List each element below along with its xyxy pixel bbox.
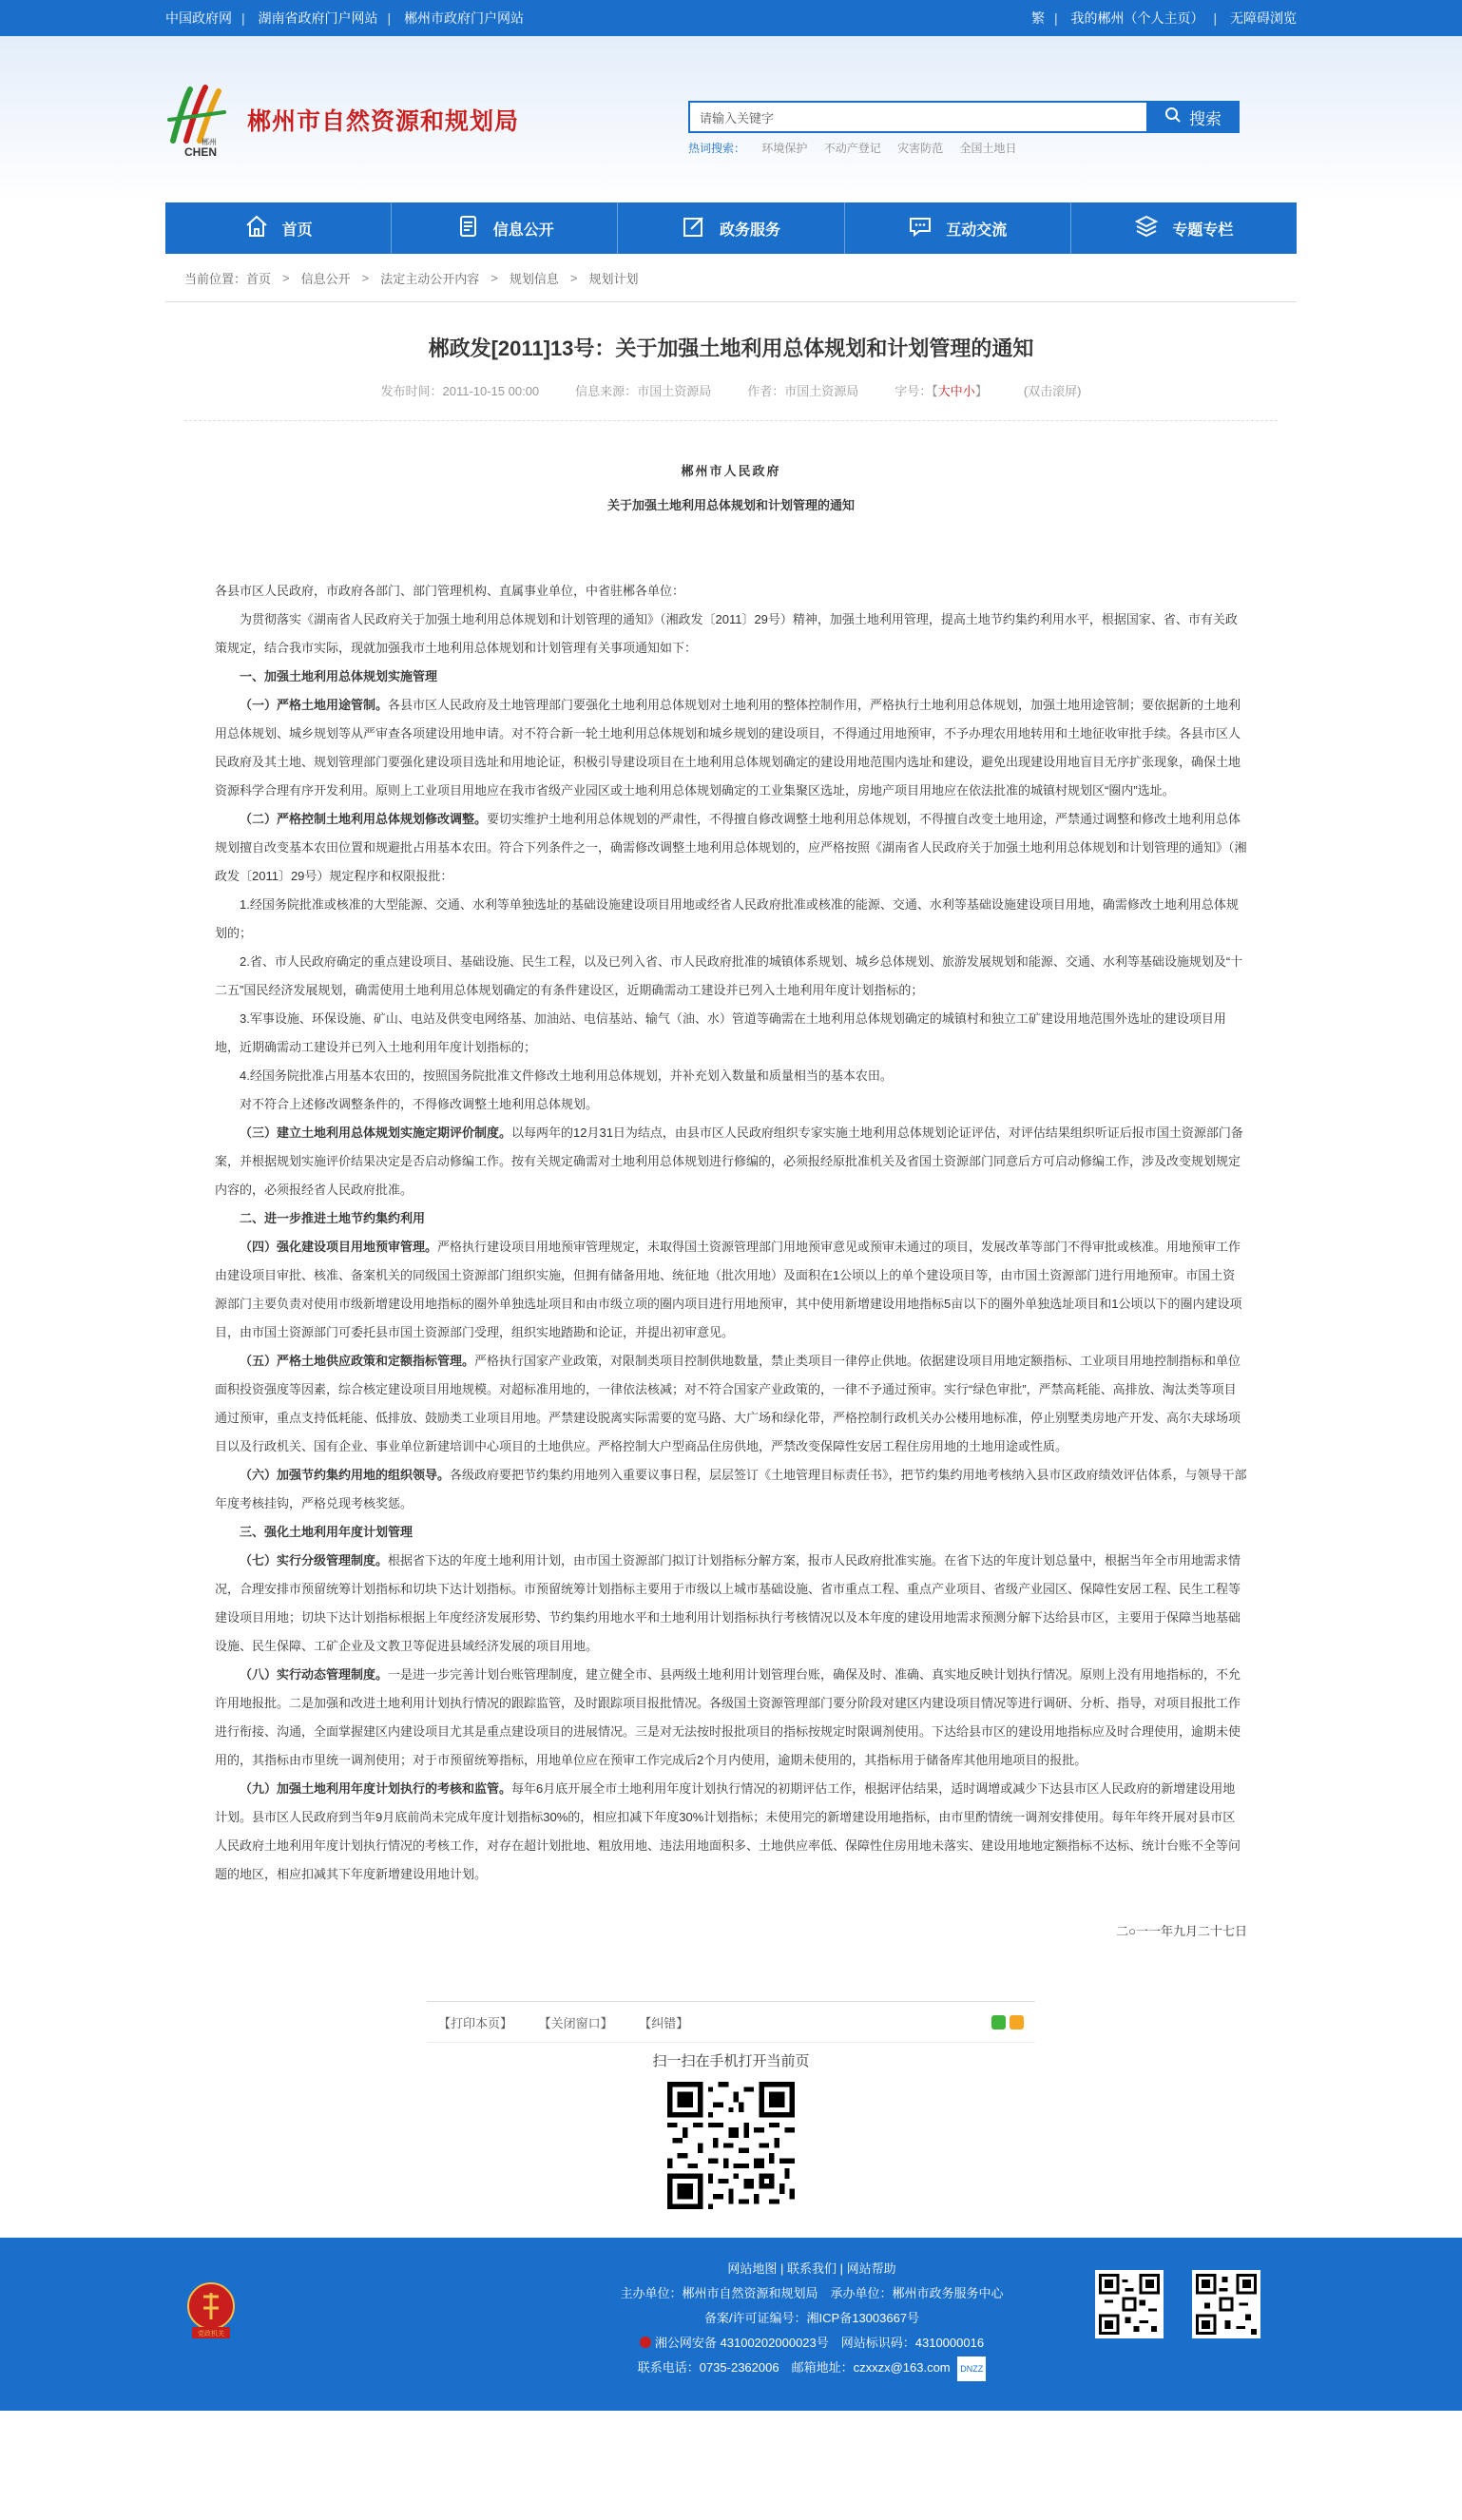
share-buttons [991,2015,1024,2029]
nav-special[interactable] [1071,202,1297,254]
nav-special-label: 专题专栏 [1172,221,1234,239]
paragraph: 1.经国务院批准或核准的大型能源、交通、水利等单独选址的基础设施建设项目用地或经省人民政府批准或核准的能源、交通、水利等基础设施建设项目用地，确需修改土地利用总体规划的； [215,897,1239,940]
nav-home-label: 首页 [281,221,313,239]
breadcrumb-item[interactable]: 规划信息 [509,271,559,286]
paragraph: （一）严格土地用途管制。各县市区人民政府及土地管理部门要强化土地利用总体规划对土地利用的整体控制作用，严格执行土地利用总体规划，加强土地用途管制；要依据新的土地利用总体规划、城乡规划等从严审查各项建设用地申请。对不符合新一轮土地利用总体规划和城乡规划的建设项目，不得通过用地预审，不予办理农用地转用和土地征收审批手续。各县市区人民政府及其土地、规划管理部门要强化建设项目选址和用地论证，积极引导建设项目在土地利用总体规划确定的建设用地范围内选址和建设，避免出现建设用地盲目无序扩张现象，确保土地资源科学合理有序开发利用。原则上工业项目用地应在我市省级产业园区或土地利用总体规划确定的工业集聚区选址，房地产项目用地应在依法批准的城镇村规划区“圈内”选址。 [215,698,1241,798]
chat-icon [908,214,933,243]
hot-words-label: 热词搜索： [688,142,746,155]
nav-info-public[interactable] [392,202,618,254]
document-icon [455,214,480,243]
link-my-chenzhou[interactable]: 我的郴州（个人主页） [1070,10,1204,26]
close-window-button[interactable]: 【关闭窗口】 [538,2015,613,2030]
weibo-qr-code-icon [1192,2270,1260,2338]
footer-links[interactable]: 网站地图 | 联系我们 | 网站帮助 [727,2261,896,2276]
link-traditional[interactable]: 繁 [1030,10,1045,26]
logo-sub-text: CHEN [184,145,218,158]
home-icon [244,214,269,243]
site-title: 郴州市自然资源和规划局 [247,107,520,135]
breadcrumb-label: 当前位置： [184,271,247,286]
paragraph: 为贯彻落实《湖南省人民政府关于加强土地利用总体规划和计划管理的通知》（湘政发〔2011〕29号）精神，加强土地利用管理，提高土地节约集约利用水平，根据国家、省、市有关政策规定，结合我市实际，现就加强我市土地利用总体规划和计划管理有关事项通知如下： [215,612,1238,655]
article-body [165,457,1297,1946]
issue-date: 二○一一年九月二十七日 [1116,1924,1247,1938]
logo-small-text: 郴州 [202,138,217,146]
nav-home[interactable] [165,202,392,254]
article-title: 郴政发[2011]13号：关于加强土地利用总体规划和计划管理的通知 [428,337,1034,360]
breadcrumb-item[interactable]: 法定主动公开内容 [380,271,480,286]
font-size-big[interactable]: 大 [937,384,951,398]
main-nav [165,202,1297,254]
bottom-strip [0,2411,1462,2428]
nav-gov-service-label: 政务服务 [720,221,781,239]
hot-word[interactable]: 环境保护 [761,142,808,155]
link-gov-cn[interactable]: 中国政府网 [165,10,232,26]
section-heading: 一、加强土地利用总体规划实施管理 [240,669,438,683]
qr-section [165,2050,1297,2209]
print-button[interactable]: 【打印本页】 [438,2015,513,2030]
search-button[interactable] [1146,101,1240,133]
top-bar [0,0,1462,36]
site-logo[interactable] [165,82,519,158]
font-size-controls: 字号：【大中小】 [895,384,988,398]
source-info: 信息来源：市国土资源局 [575,384,712,398]
paragraph: （六）加强节约集约用地的组织领导。各级政府要把节约集约用地列入重要议事日程，层层签订《土地管理目标责任书》，把节约集约用地考核纳入县市区政府绩效评估体系，与领导干部年度考核挂钩，严格兑现考核奖惩。 [215,1468,1247,1510]
paragraph: （九）加强土地利用年度计划执行的考核和监管。每年6月底开展全市土地利用年度计划执行情况的初期评估工作，根据评估结果，适时调增或减少下达县市区人民政府的新增建设用地计划。县市区人民政府到当年9月底前尚未完成年度计划指标30%的，相应扣减下年度30%计划指标；未使用完的新增建设用地指标，由市里酌情统一调剂安排使用。每年年终开展对县市区人民政府土地利用年度计划执行情况的考核工作，对存在超计划批地、粗放用地、违法用地面积多、土地供应率低、保障性住房用地未落实、建设用地地定额指标不达标、统计台账不全等问题的地区，相应扣减其下年度新增建设用地计划。 [215,1781,1241,1881]
paragraph: （八）实行动态管理制度。一是进一步完善计划台账管理制度，建立健全市、县两级土地利用计划管理台账，确保及时、准确、真实地反映计划执行情况。原则上没有用地指标的，不允许用地报批。二是加强和改进土地利用计划执行情况的跟踪监管，及时跟踪项目报批情况。各级国土资源管理部门要分阶段对建区内建设项目情况等进行调研、分析、指导，对项目报批工作进行衔接、沟通，全面掌握建区内建设项目尤其是重点建设项目的进展情况。三是对无法按时报批项目的指标按规定时限调剂使用。下达给县市区的建设用地指标应及时合理使用，逾期未使用的，其指标由市里统一调剂使用；对于市预留统筹指标，用地单位应在预审工作完成后2个月内使用，逾期未使用的，其指标用于储备库其他用地项目的报批。 [215,1667,1241,1767]
article-container [165,301,1297,2238]
top-right-links: 繁 | 我的郴州（个人主页） | 无障碍浏览 [1030,10,1297,26]
nav-info-public-label: 信息公开 [492,221,554,239]
paragraph: （五）严格土地供应政策和定额指标管理。严格执行国家产业政策，对限制类项目控制供地数量，禁止类项目一律停止供地。依据建设项目用地定额指标、工业项目用地控制指标和单位面积投资强度等因素，综合核定建设项目用地规模。对超标准用地的，一律依法核减；对不符合国家产业政策的，一律不予通过预审。实行“绿色审批”，严禁高耗能、高排放、淘汰类等项目通过预审，重点支持低耗能、低排放、鼓励类工业项目用地。严禁建设脱离实际需要的宽马路、大广场和绿化带，严格控制行政机关办公楼用地标准，停止别墅类房地产开发、高尔夫球场项目以及行政机关、国有企业、事业单位新建培训中心项目的土地供应。严格控制大户型商品住房供地，严禁改变保障性安居工程住房用地的土地用途或性质。 [215,1354,1241,1453]
notice-subtitle: 关于加强土地利用总体规划和计划管理的通知 [606,498,855,512]
nav-interaction-label: 互动交流 [946,221,1008,239]
hot-words [688,140,1240,156]
party-gov-emblem-icon[interactable] [186,2281,236,2338]
search-icon [1164,106,1182,128]
breadcrumb: 当前位置： 首页 > 信息公开 > 法定主动公开内容 > 规划信息 > 规划计划 [184,270,639,286]
paragraph: （七）实行分级管理制度。根据省下达的年度土地利用计划，由市国土资源部门拟订计划指标分解方案，报市人民政府批准实施。在省下达的年度计划总量中，根据当年全市用地需求情况，合理安排市预留统筹计划指标和切块下达计划指标。市预留统筹计划指标主要用于市级以上城市基础设施、省市重点工程、重点产业项目、省级产业园区、保障性安居工程、民生工程等建设项目用地；切块下达计划指标根据上年度经济发展形势、节约集约用地水平和土地利用计划指标执行考核情况以及本年度的建设用地需求预测分解下达给县市区，主要用于保障当地基础设施、民生保障、工矿企业及文教卫等促进县域经济发展的项目用地。 [215,1553,1241,1653]
author-info: 作者：市国土资源局 [747,384,859,398]
nav-gov-service[interactable] [618,202,844,254]
hot-word[interactable]: 灾害防范 [897,142,944,155]
weibo-share-icon[interactable] [1010,2015,1024,2029]
breadcrumb-item[interactable]: 首页 [246,271,272,286]
footer-host: 主办单位：郴州市自然资源和规划局 承办单位：郴州市政务服务中心 [620,2286,1004,2300]
page-qr-code-icon [667,2082,795,2209]
article-meta [184,381,1278,421]
paragraph: 对不符合上述修改调整条件的，不得修改调整土地利用总体规划。 [240,1097,599,1111]
paragraph: 4.经国务院批准占用基本农田的，按照国务院批准文件修改土地利用总体规划，并补充划入数量和质量相当的基本农田。 [240,1068,893,1083]
font-size-small[interactable]: 小 [962,384,975,398]
link-hunan-gov[interactable]: 湖南省政府门户网站 [258,10,378,26]
breadcrumb-item[interactable]: 规划计划 [588,271,639,286]
qr-title: 扫一扫在手机打开当前页 [652,2053,810,2069]
dzjg-badge-icon: DNZZ [957,2356,986,2381]
nav-interaction[interactable] [845,202,1071,254]
search-button-label: 搜索 [1189,109,1222,128]
top-left-links: 中国政府网 | 湖南省政府门户网站 | 郴州市政府门户网站 [165,10,525,26]
error-report-button[interactable]: 【纠错】 [639,2015,689,2030]
paragraph: （三）建立土地利用总体规划实施定期评价制度。以每两年的12月31日为结点，由县市区人民政府组织专家实施土地利用总体规划论证评估，对评估结果组织听证后报市国土资源部门备案，并根据规划实施评价结果决定是否启动修编工作。按有关规定确需对土地利用总体规划进行修编的，必须报经原批准机关及省国土资源部门同意后方可启动修编工作，涉及改变规划规定内容的，必须报经省人民政府批准。 [215,1125,1243,1197]
logo-mark-icon [165,82,241,158]
footer-info [584,2257,1040,2381]
footer-contact: 联系电话：0735-2362006 邮箱地址：czxxzx@163.com DNZZ [584,2356,1040,2381]
paragraph: 各县市区人民政府，市政府各部门、部门管理机构、直属事业单位，中省驻郴各单位： [215,584,685,598]
hot-word[interactable]: 全国土地日 [959,142,1017,155]
edit-icon [682,214,706,243]
police-badge-icon [640,2337,651,2348]
footer [0,2238,1462,2411]
section-heading: 三、强化土地利用年度计划管理 [240,1525,414,1539]
footer-icp[interactable]: 备案/许可证编号：湘ICP备13003667号 [703,2311,920,2325]
wechat-share-icon[interactable] [991,2015,1006,2029]
section-heading: 二、进一步推进土地节约集约利用 [240,1211,426,1225]
paragraph: （四）强化建设项目用地预审管理。严格执行建设项目用地预审管理规定，未取得国土资源管理部门用地预审意见或预审未通过的项目，发展改革等部门不得审批或核准。用地预审工作由建设项目审批、核准、备案机关的同级国土资源部门组织实施，但拥有储备用地、统征地（批次用地）及面积在1公顷以上的单个建设项目等，由市国土资源部门进行用地预审。市国土资源部门主要负责对使用市级新增建设用地指标的圈外单独选址项目和由市级立项的圈内项目进行用地预审，其中使用新增建设用地指标5亩以下的圈外单独选址项目和1公顷以下的圈内建设项目，由市国土资源部门可委托县市国土资源部门受理，组织实地踏勘和论证，并提出初审意见。 [215,1240,1242,1339]
search-area [688,101,1240,156]
hot-word[interactable]: 不动产登记 [823,142,881,155]
search-input[interactable] [688,101,1146,133]
footer-police: 湘公网安备 43100202000023号 网站标识码：4310000016 [584,2331,1040,2356]
paragraph: （二）严格控制土地利用总体规划修改调整。要切实维护土地利用总体规划的严肃性，不得擅自修改调整土地利用总体规划，不得擅自改变土地用途，严禁通过调整和修改土地利用总体规划擅自改变基本农田位置和规避批占用基本农田。符合下列条件之一，确需修改调整土地利用总体规划的，应严格按照《湖南省人民政府关于加强土地利用总体规划和计划管理的通知》（湘政发〔2011〕29号）规定程序和权限报批： [215,812,1247,883]
breadcrumb-item[interactable]: 信息公开 [300,271,351,286]
link-chenzhou-gov[interactable]: 郴州市政府门户网站 [404,10,525,26]
layers-icon [1134,214,1159,243]
wechat-qr-code-icon [1095,2270,1164,2338]
font-size-mid[interactable]: 中 [950,384,963,398]
paragraph: 3.军事设施、环保设施、矿山、电站及供变电网络基、加油站、电信基站、输气（油、水）管道等确需在土地利用总体规划确定的城镇村和独立工矿建设用地范围外选址的建设项目用地，近期确需动工建设并已列入土地利用年度计划指标的； [215,1011,1226,1054]
issuing-org: 郴州市人民政府 [681,464,781,478]
publish-time: 发布时间：2011-10-15 00:00 [380,384,540,398]
footer-qr-codes [1095,2270,1260,2338]
header [0,36,1462,202]
scroll-hint[interactable]: (双击滚屏) [1023,384,1082,398]
emblem-text: 党政机关 [198,2330,224,2337]
article-tools [427,2001,1035,2043]
link-accessibility[interactable]: 无障碍浏览 [1230,10,1297,26]
paragraph: 2.省、市人民政府确定的重点建设项目、基础设施、民生工程，以及已列入省、市人民政府批准的城镇体系规划、城乡总体规划、旅游发展规划和能源、交通、水利等基础设施规划及“十二五”国民经济发展规划，确需使用土地利用总体规划确定的有条件建设区，近期确需动工建设并已列入土地利用年度计划指标的； [215,954,1243,997]
